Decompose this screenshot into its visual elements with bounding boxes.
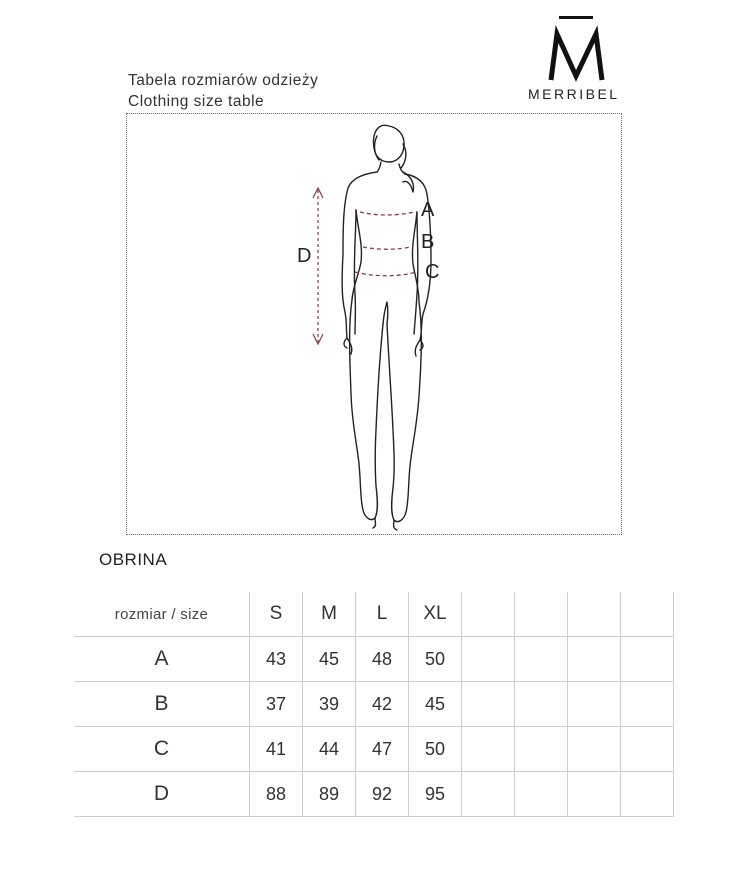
header-label: rozmiar / size (74, 592, 250, 637)
empty-cell (568, 772, 621, 817)
row-label: C (74, 727, 250, 772)
empty-cell (515, 592, 568, 637)
measure-label-c: C (425, 261, 440, 283)
empty-cell (568, 637, 621, 682)
empty-cell (621, 637, 674, 682)
table-cell: 88 (250, 772, 303, 817)
table-row (74, 772, 674, 817)
table-header-row (74, 592, 674, 637)
empty-cell (568, 727, 621, 772)
body-silhouette-illustration (127, 114, 623, 536)
row-label: B (74, 682, 250, 727)
row-label: A (74, 637, 250, 682)
product-name: OBRINA (99, 550, 168, 569)
empty-cell (568, 682, 621, 727)
empty-cell (621, 727, 674, 772)
empty-cell (568, 592, 621, 637)
empty-cell (462, 592, 515, 637)
table-cell: 89 (303, 772, 356, 817)
table-cell: 95 (409, 772, 462, 817)
table-cell: 42 (356, 682, 409, 727)
table-cell: 50 (409, 727, 462, 772)
empty-cell (515, 727, 568, 772)
merribel-logo-mark-icon (548, 14, 608, 82)
title-english: Clothing size table (128, 93, 265, 110)
figure-frame (126, 113, 622, 535)
empty-cell (515, 682, 568, 727)
empty-cell (462, 772, 515, 817)
measure-label-a: A (421, 199, 435, 221)
table-cell: 50 (409, 637, 462, 682)
measure-label-d: D (297, 245, 312, 267)
measure-label-b: B (421, 231, 435, 253)
row-label: D (74, 772, 250, 817)
table-cell: 41 (250, 727, 303, 772)
table-cell: 44 (303, 727, 356, 772)
table-row (74, 727, 674, 772)
empty-cell (515, 637, 568, 682)
size-table (74, 592, 674, 817)
empty-cell (462, 682, 515, 727)
table-cell: 37 (250, 682, 303, 727)
table-row (74, 682, 674, 727)
size-header: XL (409, 592, 462, 637)
table-cell: 39 (303, 682, 356, 727)
brand-name: MERRIBEL (528, 86, 620, 102)
table-cell: 48 (356, 637, 409, 682)
table-cell: 45 (409, 682, 462, 727)
size-header: L (356, 592, 409, 637)
table-cell: 45 (303, 637, 356, 682)
table-cell: 92 (356, 772, 409, 817)
empty-cell (515, 772, 568, 817)
size-header: M (303, 592, 356, 637)
table-cell: 43 (250, 637, 303, 682)
empty-cell (621, 772, 674, 817)
empty-cell (462, 637, 515, 682)
empty-cell (462, 727, 515, 772)
table-row (74, 637, 674, 682)
table-cell: 47 (356, 727, 409, 772)
empty-cell (621, 682, 674, 727)
size-header: S (250, 592, 303, 637)
title-polish: Tabela rozmiarów odzieży (128, 72, 319, 89)
empty-cell (621, 592, 674, 637)
